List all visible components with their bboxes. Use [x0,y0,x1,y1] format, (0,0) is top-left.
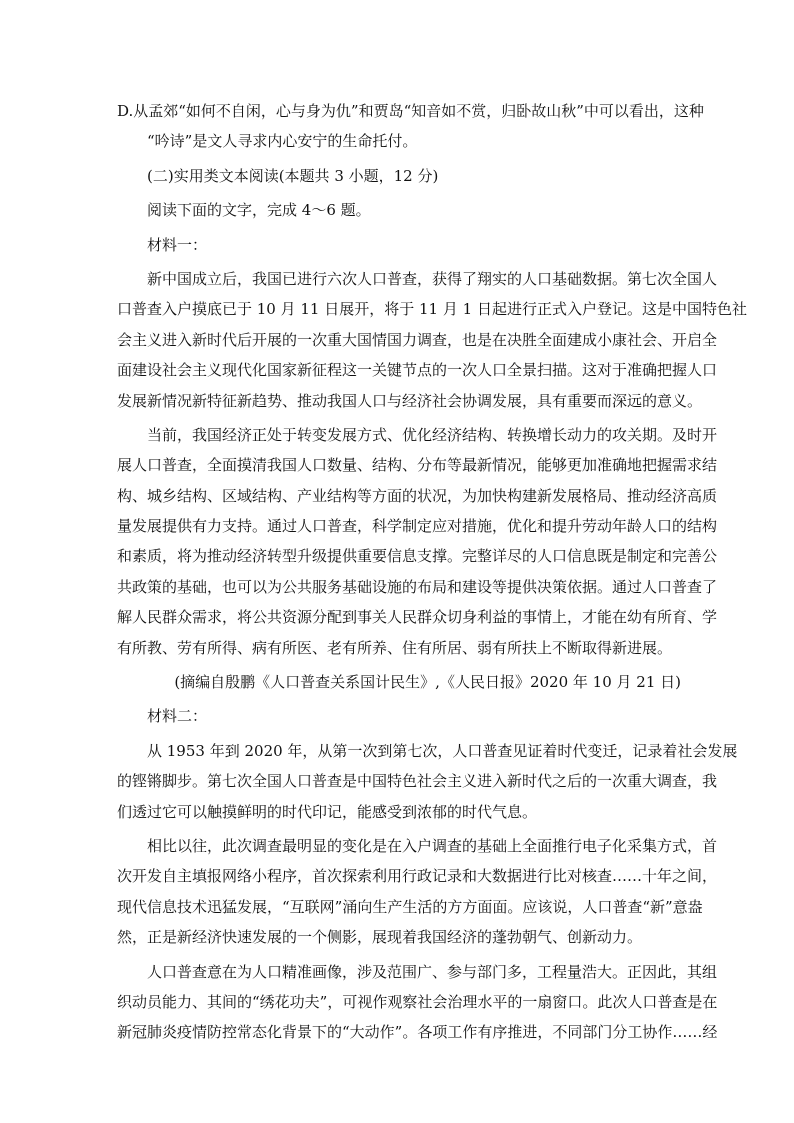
option-d-line-2: “吟诗”是文人寻求内心安宁的生命托付。 [147,132,418,151]
material-1-paragraph-1 [117,264,747,416]
text-line: 次开发自主填报网络小程序，首次探索利用行政记录和大数据进行比对核查……十年之间， [117,867,718,886]
text-line: 和素质，将为推动经济转型升级提供重要信息支撑。完整详尽的人口信息既是制定和完善公 [117,547,718,566]
text-line: 相比以往，此次调查最明显的变化是在入户调查的基础上全面推行电子化采集方式，首 [147,836,718,855]
text-line: 当前，我国经济正处于转变发展方式、优化经济结构、转换增长动力的攻关期。及时开 [147,425,718,444]
text-line: 们透过它可以触摸鲜明的时代印记，能感受到浓郁的时代气息。 [117,802,538,821]
text-line: 共政策的基础，也可以为公共服务基础设施的布局和建设等提供决策依据。通过人口普查了 [117,577,718,596]
text-line: 有所教、劳有所得、病有所医、老有所养、住有所居、弱有所扶上不断取得新进展。 [117,638,673,657]
material-1-paragraph-2 [117,420,718,663]
text-line: 现代信息技术迅猛发展，“互联网”涌向生产生活的方方面面。应该说，人口普查“新”意盎 [117,897,703,916]
text-line: 然，正是新经济快速发展的一个侧影，展现着我国经济的蓬勃朝气、创新动力。 [117,928,643,947]
text-line: 会主义进入新时代后开展的一次重大国情国力调查，也是在决胜全面建成小康社会、开启全 [117,330,718,349]
option-d-line-1: D.从孟郊“如何不自闲，心与身为仇”和贾岛“知音如不赏，归卧故山秋”中可以看出，这种 [117,102,704,120]
text-line: 发展新情况新特征新趋势、推动我国人口与经济社会协调发展，具有重要而深远的意义。 [117,391,703,410]
material-2-label: 材料二： [147,707,208,726]
material-2-paragraph-1 [117,736,738,827]
text-line: 量发展提供有力支持。通过人口普查，科学制定应对措施，优化和提升劳动年龄人口的结构 [117,517,718,536]
text-line: 从 1953 年到 2020 年，从第一次到第七次，人口普查见证着时代变迁，记录着社会发展 [147,741,738,760]
text-line: 新冠肺炎疫情防控常态化背景下的“大动作”。各项工作有序推进，不同部门分工协作……经 [117,1023,718,1042]
text-line: 展人口普查，全面摸清我国人口数量、结构、分布等最新情况，能够更加准确地把握需求结 [117,456,718,475]
text-line: 的铿锵脚步。第七次全国人口普查是中国特色社会主义进入新时代之后的一次重大调查，我 [117,772,718,791]
section-instruction: 阅读下面的文字，完成 4～6 题。 [147,201,371,220]
text-line: 口普查入户摸底已于 10 月 11 日展开，将于 11 月 1 日起进行正式入户登记。这是中国特色社 [117,300,747,319]
section-heading: (二)实用类文本阅读(本题共 3 小题，12 分) [147,166,439,185]
text-line: 新中国成立后，我国已进行六次人口普查，获得了翔实的人口基础数据。第七次全国人 [147,269,718,288]
text-line: 解人民群众需求，将公共资源分配到事关人民群众切身利益的事情上，才能在幼有所育、学 [117,608,718,627]
text-line: 构、城乡结构、区域结构、产业结构等方面的状况，为加快构建新发展格局、推动经济高质 [117,486,718,505]
text-line: 面建设社会主义现代化国家新征程这一关键节点的一次人口全景扫描。这对于准确把握人口 [117,361,718,380]
material-1-label: 材料一： [147,235,208,254]
material-1-source: (摘编自殷鹏《人口普查关系国计民生》,《人民日报》2020 年 10 月 21 日) [174,673,681,692]
material-2-paragraph-2 [117,831,718,953]
material-2-paragraph-3 [117,957,718,1048]
text-line: 人口普查意在为人口精准画像，涉及范围广、参与部门多，工程量浩大。正因此，其组 [147,962,718,981]
text-line: 织动员能力、其间的“绣花功夫”，可视作观察社会治理水平的一扇窗口。此次人口普查是在 [117,992,718,1011]
document-page [117,96,747,1048]
